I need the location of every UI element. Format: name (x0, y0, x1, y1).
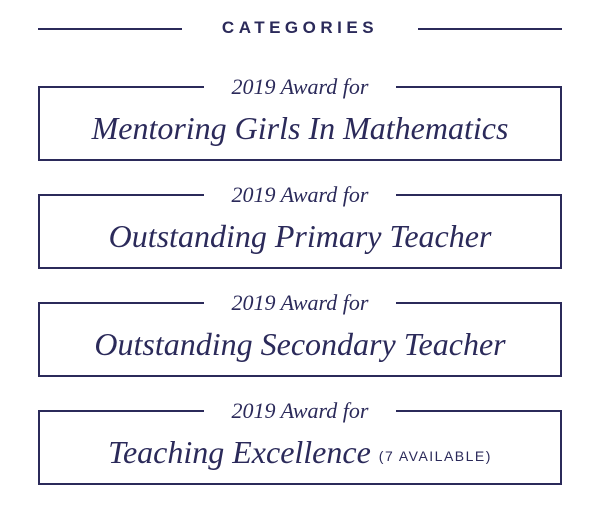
award-year-label: 2019 Award for (204, 290, 396, 316)
award-title-text: Outstanding Primary Teacher (108, 218, 492, 254)
availability-note: (7 AVAILABLE) (378, 448, 492, 464)
categories-title: CATEGORIES (221, 18, 379, 37)
award-title (38, 216, 562, 256)
award-category-teaching-excellence[interactable] (38, 398, 562, 473)
award-title (38, 432, 562, 476)
award-title-text: Teaching Excellence (108, 434, 371, 470)
award-year-label: 2019 Award for (204, 398, 396, 424)
award-title-text: Outstanding Secondary Teacher (94, 326, 506, 362)
award-category-secondary-teacher[interactable] (38, 290, 562, 365)
award-category-mentoring[interactable] (38, 74, 562, 149)
award-title-text: Mentoring Girls In Mathematics (91, 110, 509, 146)
award-category-primary-teacher[interactable] (38, 182, 562, 257)
award-year-label: 2019 Award for (204, 74, 396, 100)
award-title (38, 324, 562, 364)
award-year-label: 2019 Award for (204, 182, 396, 208)
categories-header (0, 17, 600, 39)
header-divider-right (418, 28, 562, 30)
award-title (38, 108, 562, 148)
